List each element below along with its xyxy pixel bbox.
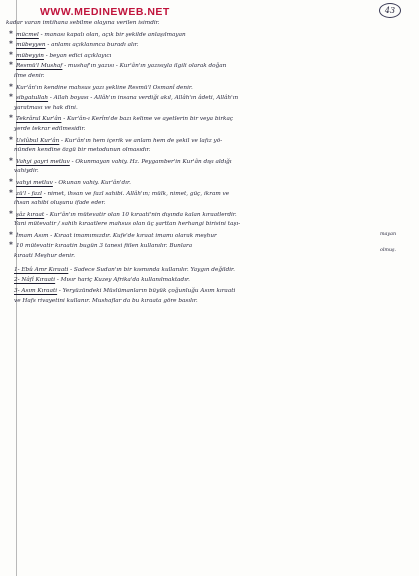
bullet-star-icon: * [9, 39, 13, 49]
bullet-star-icon: * [9, 113, 13, 123]
note-line [6, 92, 412, 103]
bullet-star-icon: * [9, 187, 13, 197]
bullet-star-icon: * [9, 208, 13, 218]
note-text: - Allah boyası - Allâh'ın insana verdiği akıl, Allâh'ın âdeti, Allâh'ın [48, 95, 239, 102]
bullet-star-icon: * [9, 28, 13, 38]
note-text: - Kur'ân'ın hem içerik ve anlam hem de şekil ve lafız yö- [59, 137, 223, 144]
note-text: - Okunan vahiy. Kur'ân'dır. [52, 179, 131, 186]
bullet-star-icon: * [9, 81, 13, 91]
note-term: 3- Asım Kıraati [14, 287, 58, 294]
note-line [6, 265, 412, 276]
note-text: - anlamı açıklanınca buradı alır. [45, 42, 139, 49]
note-line [6, 296, 412, 307]
note-line [6, 82, 412, 93]
note-line [6, 135, 412, 146]
note-text: vahiydir. [14, 168, 39, 175]
note-term: Resmü'l Mushaf [16, 63, 63, 70]
note-term: 1- Ebû Amr Kıraati [14, 266, 69, 273]
note-line [6, 50, 412, 61]
note-term: 2- Nâfî Kıraati [14, 277, 56, 284]
note-line [6, 251, 412, 262]
note-text: ihsan sahibi oluşunu ifade eder. [14, 200, 106, 207]
note-line [6, 286, 412, 297]
note-line [6, 124, 412, 135]
note-text: Yani mütevatir / sahih kıraatlere mahsus olan üç şarttan herhangi birisini taşı- [14, 221, 241, 228]
note-line [6, 219, 412, 230]
note-line [6, 240, 412, 251]
note-text: - Sadece Sudan'ın bir kısmında kullanılır. Yaygın değildir. [68, 266, 235, 273]
marginal-note: olmuş. [380, 248, 397, 253]
note-line [6, 113, 412, 124]
bullet-star-icon: * [9, 49, 13, 59]
page-number: 43 [379, 3, 401, 18]
note-term: mücmel [16, 31, 39, 38]
note-line [6, 29, 412, 40]
bullet-star-icon: * [9, 134, 13, 144]
note-line [6, 209, 412, 220]
note-term: mübeyyin [16, 52, 44, 59]
note-line [6, 145, 412, 156]
note-text: - Yeryüzündeki Müslümanların büyük çoğunluğu Asım kıraati [57, 287, 236, 294]
note-text: - nimet, ihsan ve fazl sahibi. Allâh'ın; mülk, nimet, güç, ikram ve [41, 190, 230, 197]
note-text: İmam Asım - Kıraat imamımızdır. Kufe'de kıraat imamı olarak meşhur [16, 232, 217, 239]
note-text: - Mısır hariç Kuzey Afrika'da kullanılmaktadır. [55, 277, 190, 284]
note-text: ve Hafs rivayetini kullanır. Mushaflar da bu kıraata göre basılır. [14, 298, 198, 305]
note-line [6, 166, 412, 177]
marginal-note: mayan [380, 232, 397, 237]
note-term: şâz kıraat [16, 211, 45, 218]
note-text: 10 mütevatir kıraatin bugün 3 tanesi fiilen kullanılır. Bunlara [16, 243, 193, 250]
note-text: - Kur'ân-ı Kerîm'de bazı kelime ve ayetlerin bir veya birkaç [61, 116, 234, 123]
note-text: yerde tekrar edilmesidir. [14, 125, 86, 132]
note-term: zü'l - fazl [16, 190, 42, 197]
note-term: mübeyyen [16, 42, 46, 49]
site-watermark: WWW.MEDINEWEB.NET [40, 6, 170, 18]
note-term: vahyi metluv [16, 179, 53, 186]
note-line [6, 275, 412, 286]
note-line [6, 39, 412, 50]
note-line [6, 71, 412, 82]
note-text: kıraati Meşhur denir. [14, 253, 76, 260]
note-line [6, 177, 412, 188]
note-text: - Okunmayan vahiy. Hz. Peygamber'in Kur'ân dışı aldığı [69, 158, 232, 165]
note-line [6, 156, 412, 167]
note-term: sibgatullah [16, 95, 49, 102]
note-term: Vahyi gayri metluv [16, 158, 70, 165]
note-text: - Kur'ân'ın mütevatir olan 10 kıraati'nin dışında kalan kıraatlerdir. [44, 211, 237, 218]
note-text: ilme denir. [14, 72, 45, 79]
bullet-star-icon: * [9, 155, 13, 165]
note-text: Kur'ân'ın kendine mahsus yazı şekline Resmü'l Osmanî denir. [16, 84, 193, 91]
note-text: yaratması ve hak dini. [14, 104, 78, 111]
bullet-star-icon: * [9, 92, 13, 102]
bullet-star-icon: * [9, 60, 13, 70]
note-term: Tekrârul Kur'ân [16, 116, 62, 123]
note-line [6, 60, 412, 71]
note-line [6, 230, 412, 241]
note-text: kadar varan imtihana sebilme olayına verilen isimdir. [6, 20, 160, 26]
handwritten-notes [6, 18, 412, 307]
bullet-star-icon: * [9, 240, 13, 250]
note-text: nünden kendine özgü bir metodunun olmasıdır. [14, 147, 151, 154]
bullet-star-icon: * [9, 229, 13, 239]
note-text: - manası kapalı olan, açık bir şekilde anlaşılmayan [38, 31, 186, 38]
note-line [6, 103, 412, 114]
note-text: - beyan edici açıklayıcı [43, 52, 112, 59]
note-line [6, 18, 412, 29]
note-term: Uslûbul Kur'ân [16, 137, 60, 144]
note-text: - mushaf'ın yazısı - Kur'ân'ın yazısıyla ilgili olarak doğan [62, 63, 227, 70]
bullet-star-icon: * [9, 176, 13, 186]
note-line [6, 188, 412, 199]
note-line [6, 198, 412, 209]
